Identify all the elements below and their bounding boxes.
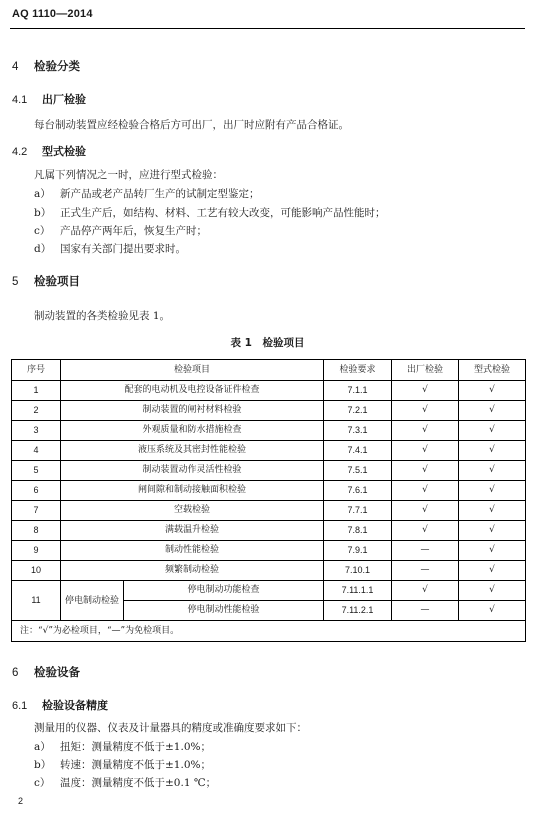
table-row: 1 配套的电动机及电控设备证件检查 7.1.1 √ √ [12, 381, 526, 401]
section-number: 4.2 [12, 146, 28, 158]
list-item: a） 扭矩：测量精度不低于±1.0%； [34, 741, 211, 753]
table-row: 4 液压系统及其密封性能检验 7.4.1 √ √ [12, 441, 526, 461]
column-header: 出厂检验 [392, 360, 459, 381]
table-row: 11 停电制动检验 停电制动功能检查 7.11.1.1 √ √ [12, 581, 526, 601]
table-header-row [12, 360, 526, 381]
table-caption: 表 1 检验项目 [230, 337, 305, 349]
column-header: 序号 [12, 360, 61, 381]
section-title: 检验设备精度 [42, 699, 108, 712]
header-rule [10, 28, 525, 29]
section-number: 4 [12, 61, 19, 73]
section-5-heading [12, 273, 80, 289]
table-row: 7 空载检验 7.7.1 √ √ [12, 501, 526, 521]
section-6-1-heading [12, 697, 108, 713]
table-row: 3 外观质量和防水措施检查 7.3.1 √ √ [12, 421, 526, 441]
section-4-1-heading [12, 91, 86, 107]
table-note-row [12, 621, 526, 642]
section-4-2-heading [12, 143, 86, 159]
table-row: 5 制动装置动作灵活性检验 7.5.1 √ √ [12, 461, 526, 481]
list-item: d） 国家有关部门提出要求时。 [34, 243, 186, 255]
table-row: 2 制动装置的闸衬材料检验 7.2.1 √ √ [12, 401, 526, 421]
section-title: 型式检验 [42, 145, 86, 158]
paragraph-5: 制动装置的各类检验见表 1。 [34, 310, 171, 322]
table-row: 8 满载温升检验 7.8.1 √ √ [12, 521, 526, 541]
group-label: 停电制动检验 [61, 581, 124, 621]
standard-code: AQ 1110—2014 [12, 8, 93, 20]
inspection-items-table [11, 359, 526, 642]
table-row: 10 频繁制动检验 7.10.1 — √ [12, 561, 526, 581]
column-header: 检验项目 [61, 360, 324, 381]
column-header: 型式检验 [459, 360, 526, 381]
section-title: 检验设备 [34, 665, 80, 679]
list-item: c） 温度：测量精度不低于±0.1 ℃； [34, 777, 217, 789]
section-number: 6.1 [12, 700, 28, 712]
section-number: 4.1 [12, 94, 28, 106]
list-item: a） 新产品或老产品转厂生产的试制定型鉴定； [34, 188, 260, 200]
section-4-heading [12, 58, 80, 74]
table-row: 9 制动性能检验 7.9.1 — √ [12, 541, 526, 561]
section-number: 6 [12, 667, 19, 679]
table-row: 停电制动性能检验 7.11.2.1 — √ [12, 601, 526, 621]
section-title: 检验项目 [34, 274, 80, 288]
section-number: 5 [12, 276, 19, 288]
column-header: 检验要求 [324, 360, 392, 381]
paragraph-6-1-intro: 测量用的仪器、仪表及计量器具的精度或准确度要求如下： [34, 722, 307, 734]
section-title: 检验分类 [34, 59, 80, 73]
paragraph-4-2-intro: 凡属下列情况之一时，应进行型式检验： [34, 169, 223, 181]
list-item: c） 产品停产两年后，恢复生产时； [34, 225, 207, 237]
table-note: 注：“√”为必检项目，“—”为免检项目。 [12, 621, 526, 642]
section-title: 出厂检验 [42, 93, 86, 106]
table-row: 6 闸间隙和制动接触面积检验 7.6.1 √ √ [12, 481, 526, 501]
page-number: 2 [18, 796, 24, 806]
section-6-heading [12, 664, 80, 680]
list-item: b） 正式生产后，如结构、材料、工艺有较大改变，可能影响产品性能时； [34, 207, 386, 219]
list-item: b） 转速：测量精度不低于±1.0%； [34, 759, 211, 771]
paragraph-4-1: 每台制动装置应经检验合格后方可出厂，出厂时应附有产品合格证。 [34, 119, 349, 131]
